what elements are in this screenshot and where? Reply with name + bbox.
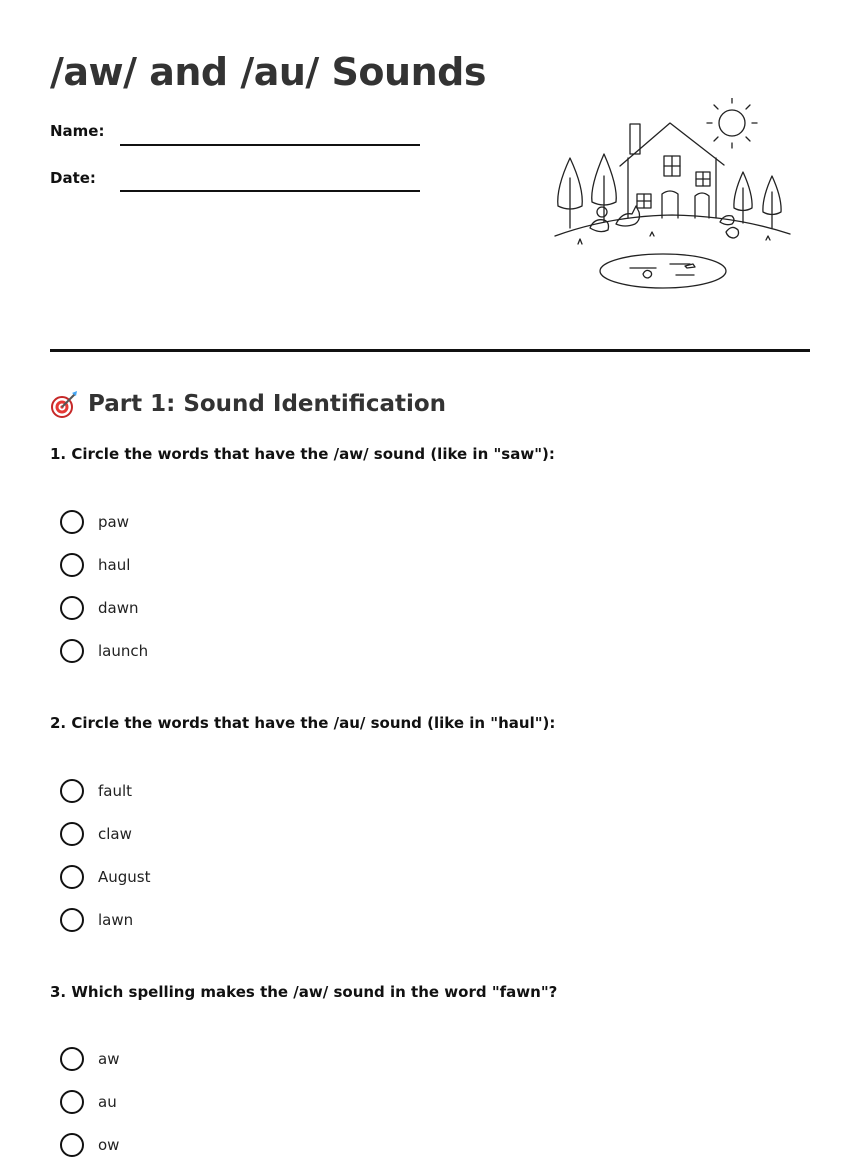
option-label: aw (98, 1050, 120, 1068)
radio-circle[interactable] (60, 865, 84, 889)
house-scene-illustration (550, 98, 794, 298)
q3-option-aw[interactable] (60, 1046, 119, 1072)
radio-circle[interactable] (60, 779, 84, 803)
radio-circle[interactable] (60, 822, 84, 846)
part1-heading (50, 389, 446, 419)
option-label: dawn (98, 599, 139, 617)
q2-option-lawn[interactable] (60, 907, 133, 933)
option-label: lawn (98, 911, 134, 929)
q3-option-ow[interactable] (60, 1132, 119, 1158)
option-label: August (98, 868, 151, 886)
q2-option-august[interactable] (60, 864, 151, 890)
question-1-prompt: 1. Circle the words that have the /aw/ sound (like in "saw"): (50, 445, 555, 463)
question-2-prompt: 2. Circle the words that have the /au/ sound (like in "haul"): (50, 714, 556, 732)
q3-option-au[interactable] (60, 1089, 117, 1115)
option-label: launch (98, 642, 149, 660)
radio-circle[interactable] (60, 1090, 84, 1114)
q2-option-fault[interactable] (60, 778, 132, 804)
date-label: Date: (50, 169, 96, 187)
question-3-prompt: 3. Which spelling makes the /aw/ sound in the word "fawn"? (50, 983, 558, 1001)
page-title: /aw/ and /au/ Sounds (50, 50, 486, 94)
radio-circle[interactable] (60, 596, 84, 620)
section-divider (50, 349, 810, 352)
name-field[interactable] (120, 144, 420, 146)
name-label: Name: (50, 122, 105, 140)
radio-circle[interactable] (60, 510, 84, 534)
q1-option-paw[interactable] (60, 509, 129, 535)
part1-heading-text: Part 1: Sound Identification (88, 391, 447, 417)
q1-option-dawn[interactable] (60, 595, 139, 621)
q2-option-claw[interactable] (60, 821, 132, 847)
date-field[interactable] (120, 190, 420, 192)
radio-circle[interactable] (60, 1133, 84, 1157)
radio-circle[interactable] (60, 1047, 84, 1071)
option-label: au (98, 1093, 117, 1111)
option-label: paw (98, 513, 129, 531)
option-label: fault (98, 782, 133, 800)
q1-option-haul[interactable] (60, 552, 130, 578)
option-label: claw (98, 825, 132, 843)
radio-circle[interactable] (60, 908, 84, 932)
radio-circle[interactable] (60, 553, 84, 577)
radio-circle[interactable] (60, 639, 84, 663)
q1-option-launch[interactable] (60, 638, 148, 664)
option-label: ow (98, 1136, 120, 1154)
target-dart-icon (50, 389, 80, 419)
option-label: haul (98, 556, 131, 574)
